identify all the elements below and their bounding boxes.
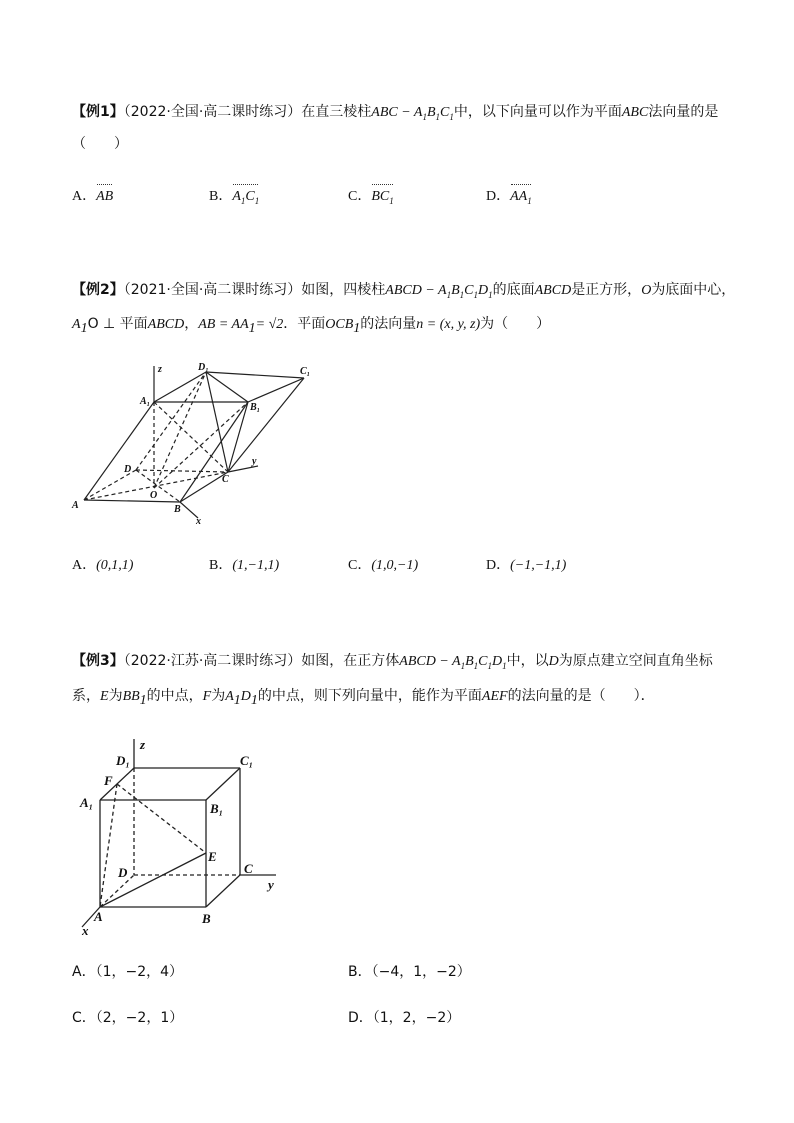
- ex1-text2: 中，以下向量可以作为平面: [453, 104, 622, 120]
- ex2-prism: ABCD − $A_1B_1C_1D_1$: [385, 283, 493, 300]
- ex1-plane: ABC: [621, 105, 649, 120]
- ex2-fig-label-z: z: [158, 364, 162, 375]
- ex3-fig-label-e: E: [208, 849, 217, 864]
- ex3-fig-label-x: x: [82, 923, 89, 938]
- ex1-option-c[interactable]: C．$BC_1$: [348, 186, 394, 211]
- ex3-fig-label-a: A: [94, 909, 103, 924]
- ex1-option-b[interactable]: B．$A_1C_1$: [209, 186, 259, 211]
- ex3-fig-label-z: z: [140, 737, 146, 752]
- ex3-fig-label-c1: C₁: [240, 753, 254, 768]
- ex3-option-b[interactable]: B．（−4，1，−2）: [348, 964, 471, 980]
- ex1-text3: 法向量的是: [648, 104, 719, 120]
- ex3-figure: [72, 735, 302, 945]
- ex2-tag: 【例2】: [72, 282, 124, 298]
- ex1-answer-paren: （ ）: [72, 136, 128, 152]
- ex2-fig-label-a: A: [72, 500, 79, 511]
- ex1-text: 在直三棱柱: [301, 104, 372, 120]
- ex3-fig-label-d: D: [118, 865, 128, 880]
- ex2-fig-label-y: y: [252, 456, 257, 467]
- ex2-figure: [70, 360, 311, 540]
- ex1-question-line1: [72, 102, 718, 127]
- ex2-fig-label-b1: B₁: [250, 402, 261, 413]
- ex3-fig-label-c: C: [244, 861, 253, 876]
- ex1-prism: ABC − $A_1B_1C_1$: [371, 105, 454, 122]
- ex3-fig-label-b1: B₁: [210, 801, 224, 816]
- ex3-question-line1: 【例3】（2022·江苏·高二课时练习）如图，在正方体ABCD − $A_1B_1C_1D_1$中，以D为原点建立空间直角坐标: [72, 653, 713, 671]
- ex2-option-b[interactable]: B．(1,−1,1): [209, 558, 280, 573]
- ex3-fig-label-b: B: [202, 911, 211, 926]
- ex2-fig-label-a1: A₁: [140, 396, 151, 407]
- ex3-tag: 【例3】: [72, 653, 124, 669]
- ex3-option-d[interactable]: D．（1，2，−2）: [348, 1010, 461, 1026]
- ex2-fig-label-d1: D₁: [198, 362, 209, 373]
- ex2-option-d[interactable]: D．(−1,−1,1): [486, 558, 567, 573]
- ex3-fig-label-y: y: [268, 877, 274, 892]
- ex3-fig-label-f: F: [104, 773, 113, 788]
- ex2-option-c[interactable]: C．(1,0,−1): [348, 558, 419, 573]
- ex2-option-a[interactable]: A．(0,1,1): [72, 558, 134, 573]
- ex2-question-line2: $A_1O$ ⊥ 平面ABCD，AB = $AA_1= √2$．平面$OCB_1$的法向量n = (x, y, z)为（ ）: [72, 316, 551, 336]
- ex2-fig-label-d: D: [124, 464, 132, 475]
- ex1-tag: 【例1】: [72, 104, 124, 120]
- ex3-prism: ABCD − $A_1B_1C_1D_1$: [399, 654, 507, 671]
- ex2-question-line1: 【例2】（2021·全国·高二课时练习）如图，四棱柱ABCD − $A_1B_1C_1D_1$的底面ABCD是正方形，O为底面中心，: [72, 282, 736, 300]
- ex2-fig-label-b: B: [174, 504, 181, 515]
- ex1-option-d[interactable]: D．$AA_1$: [486, 186, 532, 211]
- ex3-option-c[interactable]: C．（2，−2，1）: [72, 1010, 184, 1026]
- ex2-fig-label-c: C: [222, 474, 229, 485]
- ex3-question-line2: 系，E为$BB_1$的中点，F为$A_1D_1$的中点，则下列向量中，能作为平面AEF的法向量的是（ ）．: [72, 688, 655, 708]
- ex3-fig-label-a1: A₁: [80, 795, 94, 810]
- ex3-fig-label-d1: D₁: [116, 753, 130, 768]
- ex2-fig-label-c1: C₁: [300, 366, 311, 377]
- ex2-source: （2021·全国·高二课时练习）: [123, 282, 302, 298]
- ex3-option-a[interactable]: A．（1，−2，4）: [72, 964, 184, 980]
- ex1-option-a[interactable]: A．AB: [72, 186, 113, 207]
- ex2-fig-label-x: x: [196, 516, 201, 527]
- ex1-source: （2022·全国·高二课时练习）: [123, 104, 302, 120]
- ex2-fig-label-o: O: [150, 490, 158, 501]
- ex3-source: （2022·江苏·高二课时练习）: [123, 653, 302, 669]
